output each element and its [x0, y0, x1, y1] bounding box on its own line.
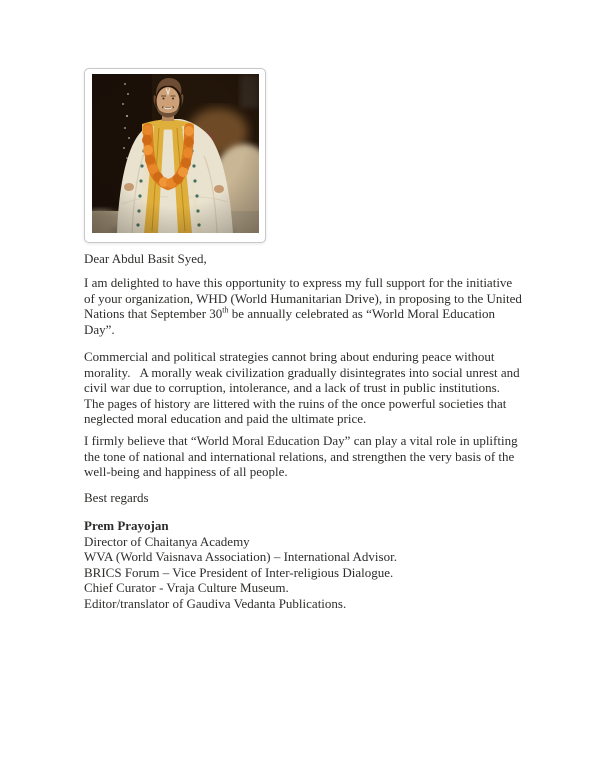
ordinal-superscript: th: [222, 305, 229, 315]
signature-name: Prem Prayojan: [84, 518, 169, 533]
salutation: Dear Abdul Basit Syed,: [84, 251, 207, 266]
paragraph-morality: [84, 349, 564, 427]
letter-line: The pages of history are littered with the ruins of the once powerful societies that: [84, 395, 507, 411]
letter-line: [84, 306, 564, 322]
letter-line: Commercial and political strategies cannot bring about enduring peace without: [84, 349, 495, 364]
letter-line: of your organization, WHD (World Humanitarian Drive), in proposing to the United: [84, 290, 522, 306]
letter-line: morality. A morally weak civilization gradually disintegrates into social unrest and: [84, 364, 520, 380]
photo-vignette: [92, 74, 259, 233]
letter-line: the tone of national and international relations, and strengthen the very basis of the: [84, 448, 515, 464]
signature-role: Editor/translator of Gaudiva Vedanta Publications.: [84, 595, 347, 611]
letter-line-text: Nations that September 30: [84, 306, 223, 321]
signature-role: Director of Chaitanya Academy: [84, 533, 250, 549]
letter-line-text: be annually celebrated as “World Moral Education: [228, 306, 495, 321]
signature-role: BRICS Forum – Vice President of Inter-religious Dialogue.: [84, 564, 394, 580]
letter-body: [84, 251, 564, 611]
portrait-photo-icon: [92, 74, 259, 233]
paragraph-support: [84, 275, 564, 337]
signature-role: WVA (World Vaisnava Association) – International Advisor.: [84, 549, 397, 564]
letter-line: I am delighted to have this opportunity to express my full support for the initiative: [84, 275, 513, 290]
letter-line: civil war due to corruption, intolerance, and a lack of trust in public institutions.: [84, 380, 500, 395]
letter-line: well-being and happiness of all people.: [84, 464, 288, 479]
paragraph-belief: [84, 433, 564, 480]
signature-block: [84, 518, 564, 611]
letter-line: I firmly believe that “World Moral Education Day” can play a vital role in uplifting: [84, 433, 518, 448]
letter-line: neglected moral education and paid the ultimate price.: [84, 411, 367, 426]
portrait-photo-frame: [84, 68, 266, 243]
signature-role: Chief Curator - Vraja Culture Museum.: [84, 580, 289, 595]
letter-line: Day”.: [84, 321, 115, 337]
closing: Best regards: [84, 489, 149, 505]
